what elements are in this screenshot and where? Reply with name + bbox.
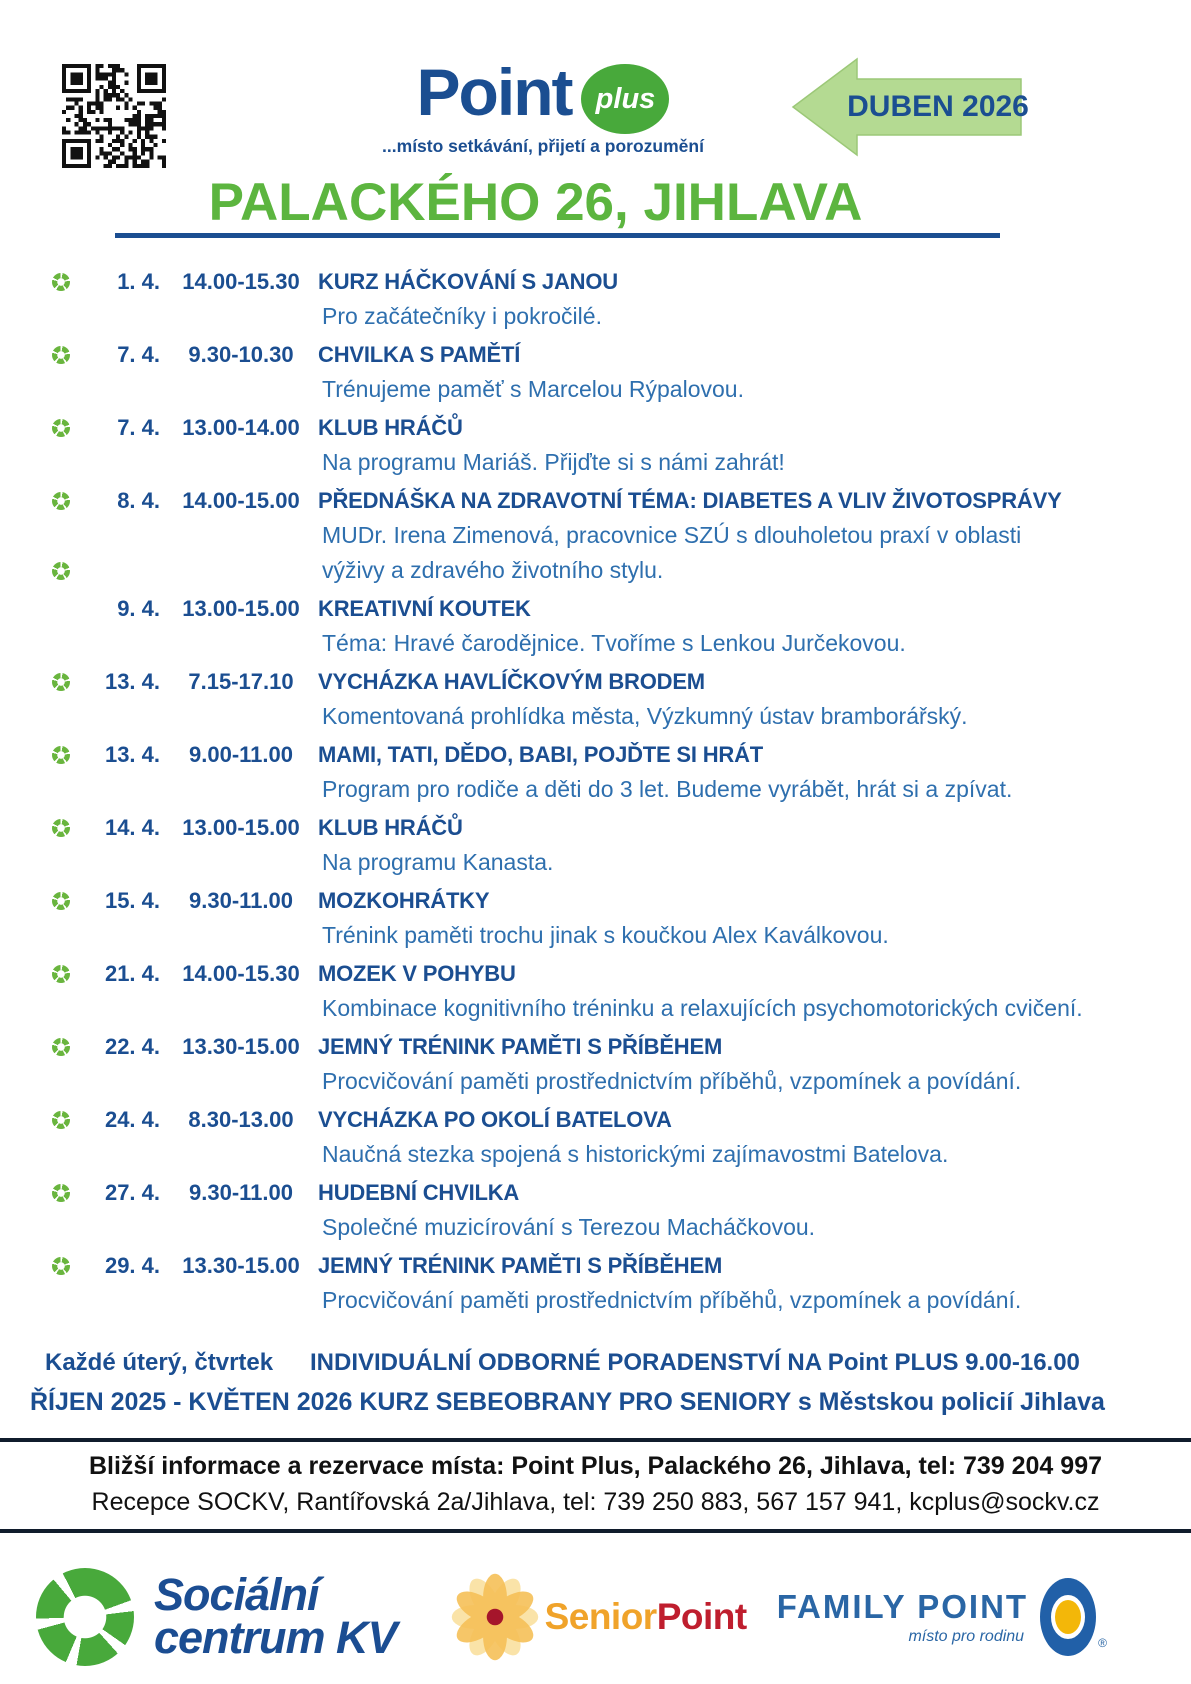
event-time: 14.00-15.30	[182, 960, 300, 986]
contact-info-line: Bližší informace a rezervace místa: Point Plus, Palackého 26, Jihlava, tel: 739 204 997	[88, 1452, 1102, 1480]
event-row	[52, 337, 1191, 407]
logo-tagline: ...místo setkávání, přijetí a porozumění	[382, 136, 704, 156]
event-date: 14. 4.	[104, 814, 160, 840]
event-bullet-icon	[52, 1038, 70, 1056]
month-label: DUBEN 2026	[847, 90, 1029, 123]
event-date: 15. 4.	[104, 887, 160, 913]
event-row	[52, 810, 1191, 880]
header	[0, 0, 1191, 250]
event-row	[52, 956, 1191, 1026]
event-time: 13.00-15.00	[182, 814, 300, 840]
event-date: 21. 4.	[104, 960, 160, 986]
event-description: Procvičování paměti prostřednictvím příběhů, vzpomínek a povídání.	[322, 1068, 1022, 1094]
event-bullet-icon	[52, 1184, 70, 1202]
event-description: Na programu Kanasta.	[322, 849, 554, 875]
logo-wordmark: Point	[416, 55, 572, 129]
event-description: Kombinace kognitivního tréninku a relaxujících psychomotorických cvičení.	[322, 995, 1083, 1021]
event-description: Pro začátečníky i pokročilé.	[322, 303, 602, 329]
event-title: JEMNÝ TRÉNINK PAMĚTI S PŘÍBĚHEM	[318, 1033, 723, 1059]
event-title: PŘEDNÁŠKA NA ZDRAVOTNÍ TÉMA: DIABETES A VLIV ŽIVOTOSPRÁVY	[318, 487, 1062, 513]
event-description: Společné muzicírování s Terezou Macháčkovou.	[322, 1214, 816, 1240]
contact-reception-line: Recepce SOCKV, Rantířovská 2a/Jihlava, tel: 739 250 883, 567 157 941, kcplus@sockv.cz	[91, 1488, 1100, 1516]
senior-point-logo	[449, 1571, 747, 1663]
event-date: 22. 4.	[104, 1033, 160, 1059]
event-description: Naučná stezka spojená s historickými zajímavostmi Batelova.	[322, 1141, 949, 1167]
event-title: KURZ HÁČKOVÁNÍ S JANOU	[318, 268, 618, 294]
family-point-name: FAMILY POINT	[776, 1588, 1029, 1625]
event-title: MOZEK V POHYBU	[318, 960, 516, 986]
event-bullet-icon	[52, 746, 70, 764]
event-date: 8. 4.	[117, 487, 160, 513]
event-time: 13.00-14.00	[182, 414, 300, 440]
event-date: 13. 4.	[104, 668, 160, 694]
family-point-logo	[777, 1576, 1107, 1658]
event-time: 7.15-17.10	[188, 668, 294, 694]
event-row	[52, 1248, 1191, 1318]
event-date: 13. 4.	[104, 741, 160, 767]
point-plus-logo	[378, 50, 708, 157]
event-row	[52, 483, 1191, 588]
event-bullet-icon	[52, 1111, 70, 1129]
events-list	[0, 250, 1191, 1318]
event-row	[52, 410, 1191, 480]
event-title: MAMI, TATI, DĚDO, BABI, POJĎTE SI HRÁT	[318, 741, 764, 767]
event-title: CHVILKA S PAMĚTÍ	[318, 341, 521, 367]
footer-logos	[0, 1547, 1191, 1684]
event-title: JEMNÝ TRÉNINK PAMĚTI S PŘÍBĚHEM	[318, 1252, 723, 1278]
event-bullet-icon	[52, 419, 70, 437]
logo-plus-label: plus	[595, 82, 656, 115]
social-center-circle-icon	[36, 1568, 134, 1666]
event-title: VYCHÁZKA PO OKOLÍ BATELOVA	[318, 1106, 672, 1132]
event-title: KLUB HRÁČŮ	[318, 814, 463, 840]
event-row	[52, 264, 1191, 334]
event-description: Trénink paměti trochu jinak s koučkou Alex Kaválkovou.	[322, 922, 889, 948]
flower-icon	[449, 1571, 541, 1663]
recurring-row	[30, 1344, 1191, 1382]
event-title: VYCHÁZKA HAVLÍČKOVÝM BRODEM	[318, 668, 705, 694]
event-description: výživy a zdravého životního stylu.	[322, 557, 664, 583]
title-rule	[115, 233, 1000, 238]
event-date: 24. 4.	[104, 1106, 160, 1132]
recurring-text: INDIVIDUÁLNÍ ODBORNÉ PORADENSTVÍ NA Point PLUS 9.00-16.00	[310, 1349, 1080, 1376]
senior-point-word1: Senior	[544, 1596, 657, 1637]
event-bullet-icon	[52, 562, 70, 580]
event-title: KLUB HRÁČŮ	[318, 414, 463, 440]
event-date: 27. 4.	[104, 1179, 160, 1205]
social-center-logo	[36, 1568, 397, 1666]
event-time: 9.30-11.00	[189, 887, 293, 913]
family-point-tagline: místo pro rodinu	[908, 1628, 1025, 1645]
page-title: PALACKÉHO 26, JIHLAVA	[208, 173, 863, 232]
event-description: Trénujeme paměť s Marcelou Rýpalovou.	[322, 376, 744, 402]
event-bullet-icon	[52, 273, 70, 291]
event-bullet-icon	[52, 819, 70, 837]
event-date: 9. 4.	[117, 595, 160, 621]
event-bullet-icon	[52, 1257, 70, 1275]
event-bullet-icon	[52, 346, 70, 364]
social-center-name-line2: centrum KV	[154, 1612, 397, 1663]
event-description: Komentovaná prohlídka města, Výzkumný ústav bramborářský.	[322, 703, 968, 729]
event-time: 9.30-10.30	[188, 341, 294, 367]
event-row	[52, 664, 1191, 734]
event-title: MOZKOHRÁTKY	[318, 887, 490, 913]
event-title: HUDEBNÍ CHVILKA	[318, 1179, 520, 1205]
contact-band	[0, 1438, 1191, 1533]
event-time: 14.00-15.30	[182, 268, 300, 294]
event-bullet-icon	[52, 492, 70, 510]
event-row	[52, 591, 1191, 661]
event-bullet-icon	[52, 892, 70, 910]
recurring-section	[0, 1344, 1191, 1422]
recurring-days: Každé úterý, čtvrtek	[45, 1349, 274, 1376]
social-center-name-line1: Sociální	[154, 1569, 319, 1621]
event-description: Na programu Mariáš. Přijďte si s námi zahrát!	[322, 449, 785, 475]
event-bullet-icon	[52, 673, 70, 691]
event-date: 7. 4.	[117, 414, 160, 440]
event-date: 1. 4.	[117, 268, 160, 294]
registered-mark: ®	[1098, 1636, 1107, 1650]
month-banner	[791, 52, 1029, 162]
event-time: 9.30-11.00	[189, 1179, 293, 1205]
event-time: 8.30-13.00	[188, 1106, 294, 1132]
event-row	[52, 737, 1191, 807]
event-title: KREATIVNÍ KOUTEK	[318, 595, 531, 621]
event-row	[52, 1102, 1191, 1172]
event-row	[52, 1175, 1191, 1245]
event-description: MUDr. Irena Zimenová, pracovnice SZÚ s dlouholetou praxí v oblasti	[322, 522, 1022, 548]
recurring-row	[30, 1382, 1191, 1422]
event-date: 29. 4.	[104, 1252, 160, 1278]
event-date: 7. 4.	[117, 341, 160, 367]
logo-plus-badge	[581, 64, 669, 134]
event-time: 13.30-15.00	[182, 1033, 300, 1059]
event-time: 13.30-15.00	[182, 1252, 300, 1278]
event-description: Téma: Hravé čarodějnice. Tvoříme s Lenkou Jurčekovou.	[322, 630, 906, 656]
qr-code	[62, 64, 166, 168]
event-bullet-icon	[52, 965, 70, 983]
family-point-oval-icon	[1038, 1576, 1098, 1658]
event-time: 14.00-15.00	[182, 487, 300, 513]
event-description: Procvičování paměti prostřednictvím příběhů, vzpomínek a povídání.	[322, 1287, 1022, 1313]
event-row	[52, 883, 1191, 953]
event-time: 9.00-11.00	[189, 741, 293, 767]
event-description: Program pro rodiče a děti do 3 let. Budeme vyrábět, hrát si a zpívat.	[322, 776, 1013, 802]
recurring-text: ŘÍJEN 2025 - KVĚTEN 2026 KURZ SEBEOBRANY PRO SENIORY s Městskou policií Jihlava	[30, 1387, 1105, 1416]
event-time: 13.00-15.00	[182, 595, 300, 621]
senior-point-word2: Point	[656, 1596, 747, 1637]
event-row	[52, 1029, 1191, 1099]
